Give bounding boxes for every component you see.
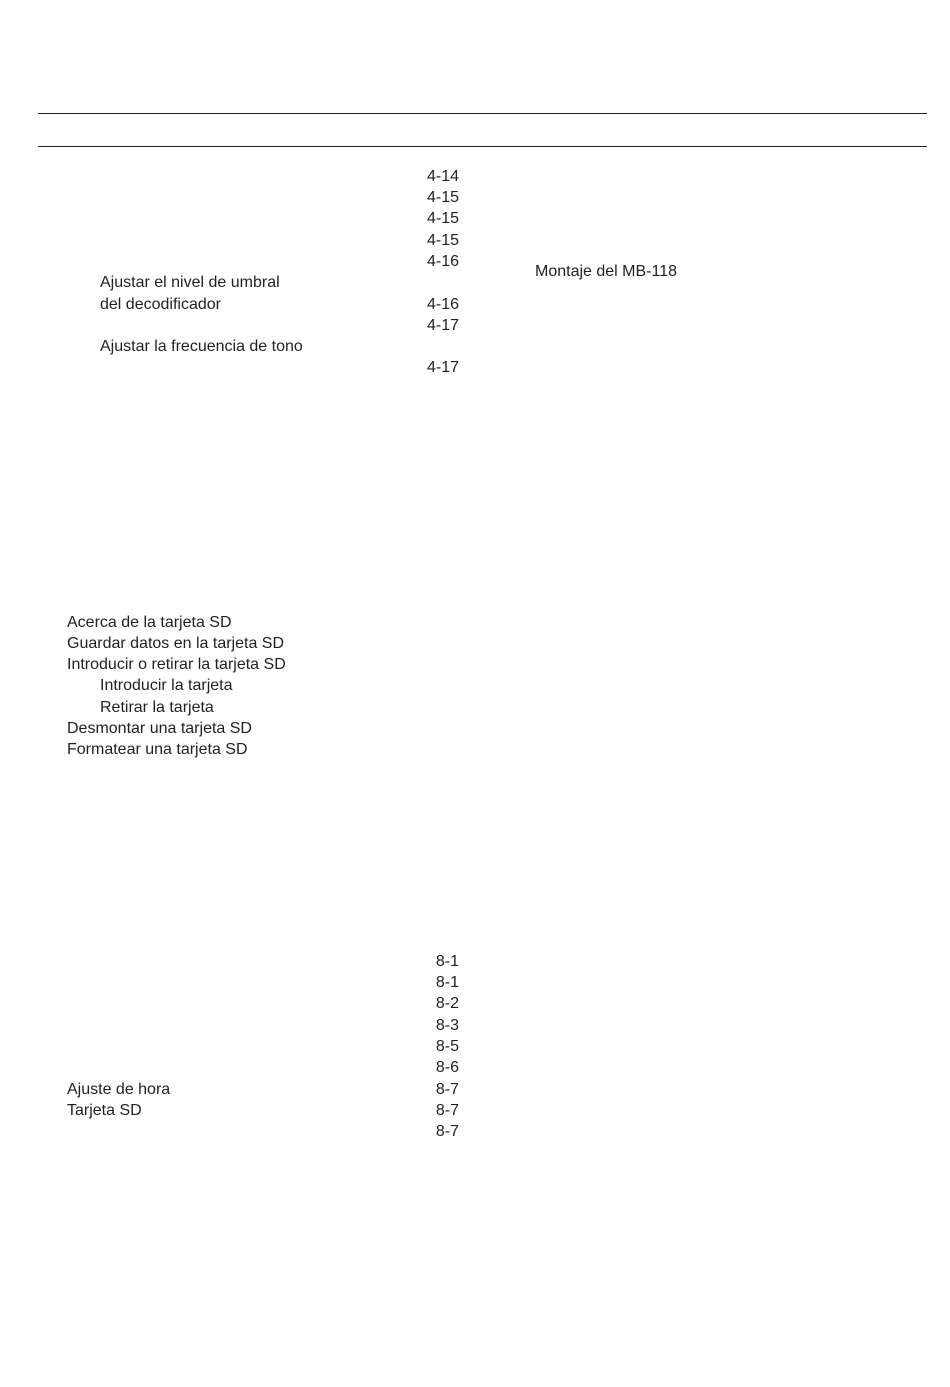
- toc-entry-save-sd: Guardar datos en la tarjeta SD: [67, 635, 285, 652]
- page-number: 4-14: [426, 168, 459, 185]
- page-number: 8-2: [435, 995, 459, 1012]
- page-number: 4-15: [426, 232, 459, 249]
- toc-entry-tone-frequency: Ajustar la frecuencia de tono: [100, 338, 303, 355]
- header-rule-top: [38, 113, 927, 114]
- toc-entry-about-sd: Acerca de la tarjeta SD: [67, 614, 232, 631]
- toc-entry-unmount-sd: Desmontar una tarjeta SD: [67, 720, 252, 737]
- page-number: 4-16: [426, 296, 459, 313]
- toc-entry-mb118-mount: Montaje del MB-118: [535, 263, 677, 280]
- page-number: 8-6: [435, 1059, 459, 1076]
- page-number: 8-5: [435, 1038, 459, 1055]
- page-number: 8-1: [435, 953, 459, 970]
- page-number: 8-7: [435, 1123, 459, 1140]
- toc-entry-sd-card: Tarjeta SD: [67, 1102, 142, 1119]
- page-number: 4-16: [426, 253, 459, 270]
- page-number: 8-1: [435, 974, 459, 991]
- page-number: 4-17: [426, 317, 459, 334]
- toc-entry-decoder: del decodificador: [100, 296, 221, 313]
- toc-entry-insert-remove-sd: Introducir o retirar la tarjeta SD: [67, 656, 286, 673]
- toc-entry-time-setting: Ajuste de hora: [67, 1081, 171, 1098]
- page-number: 4-17: [426, 359, 459, 376]
- toc-entry-insert-card: Introducir la tarjeta: [100, 677, 233, 694]
- toc-entry-format-sd: Formatear una tarjeta SD: [67, 741, 248, 758]
- page-number: 4-15: [426, 210, 459, 227]
- header-rule-bottom: [38, 146, 927, 147]
- page-number: 8-3: [435, 1017, 459, 1034]
- page-number: 8-7: [435, 1081, 459, 1098]
- page-number: 8-7: [435, 1102, 459, 1119]
- toc-entry-threshold-level: Ajustar el nivel de umbral: [100, 274, 280, 291]
- toc-entry-remove-card: Retirar la tarjeta: [100, 699, 214, 716]
- page-number: 4-15: [426, 189, 459, 206]
